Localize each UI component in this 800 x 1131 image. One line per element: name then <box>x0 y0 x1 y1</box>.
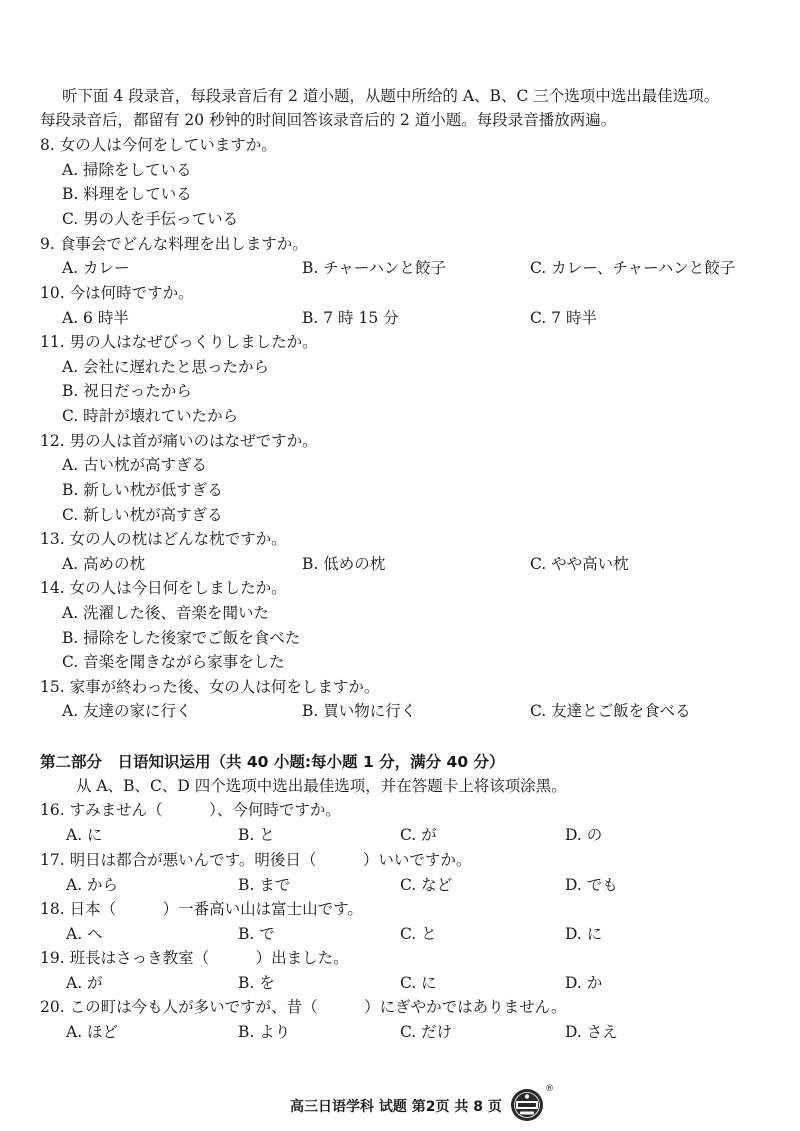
option-18c: C. と <box>400 925 437 943</box>
option-19b: B. を <box>238 974 275 992</box>
option-15b: B. 買い物に行く <box>302 702 417 720</box>
question-19: 19. 班長はさっき教室（ ）出ました。 <box>40 949 349 967</box>
question-8: 8. 女の人は今何をしていますか。 <box>40 136 277 154</box>
option-12b: B. 新しい枕が低すぎる <box>62 481 223 499</box>
option-17d: D. でも <box>565 876 618 894</box>
option-19c: C. に <box>400 974 437 992</box>
option-18b: B. で <box>238 925 275 943</box>
question-13: 13. 女の人の枕はどんな枕ですか。 <box>40 530 287 548</box>
question-15: 15. 家事が終わった後、女の人は何をしますか。 <box>40 678 380 696</box>
option-18d: D. に <box>565 925 603 943</box>
option-10b: B. 7 時 15 分 <box>302 309 399 327</box>
option-11c: C. 時計が壊れていたから <box>62 407 239 425</box>
question-20: 20. この町は今も人が多いですが、昔（ ）にぎやかではありません。 <box>40 998 567 1016</box>
option-16c: C. が <box>400 826 437 844</box>
option-16b: B. と <box>238 826 275 844</box>
option-20d: D. さえ <box>565 1023 618 1041</box>
option-11a: A. 会社に遅れたと思ったから <box>62 358 270 376</box>
option-14a: A. 洗濯した後、音楽を聞いた <box>62 604 270 622</box>
option-9b: B. チャーハンと餃子 <box>302 259 447 277</box>
option-10c: C. 7 時半 <box>530 309 597 327</box>
option-10a: A. 6 時半 <box>62 309 129 327</box>
option-16d: D. の <box>565 826 603 844</box>
option-13a: A. 高めの枕 <box>62 555 146 573</box>
option-12c: C. 新しい枕が高すぎる <box>62 506 223 524</box>
option-14b: B. 掃除をした後家でご飯を食べた <box>62 629 301 647</box>
option-19a: A. が <box>66 974 103 992</box>
option-12a: A. 古い枕が高すぎる <box>62 456 208 474</box>
question-17: 17. 明日は都合が悪いんです。明後日（ ）いいですか。 <box>40 851 472 869</box>
publisher-seal-icon <box>510 1088 544 1122</box>
option-15c: C. 友達とご飯を食べる <box>530 702 691 720</box>
question-14: 14. 女の人は今日何をしましたか。 <box>40 579 287 597</box>
option-16a: A. に <box>66 826 103 844</box>
option-17a: A. から <box>66 876 119 894</box>
option-20c: C. だけ <box>400 1023 453 1041</box>
registered-mark: ® <box>545 1084 554 1094</box>
option-11b: B. 祝日だったから <box>62 382 192 400</box>
question-18: 18. 日本（ ）一番高い山は富士山です。 <box>40 900 363 918</box>
section-2-title: 第二部分 日语知识运用（共 40 小题:每小题 1 分，满分 40 分） <box>40 753 505 771</box>
option-8c: C. 男の人を手伝っている <box>62 210 239 228</box>
option-19d: D. か <box>565 974 603 992</box>
option-17b: B. まで <box>238 876 291 894</box>
option-18a: A. へ <box>66 925 103 943</box>
question-9: 9. 食事会でどんな料理を出しますか。 <box>40 235 308 253</box>
option-17c: C. など <box>400 876 453 894</box>
page-footer: 高三日语学科 试题 第2页 共 8 页 <box>290 1099 502 1115</box>
option-15a: A. 友達の家に行く <box>62 702 192 720</box>
instruction-line-1: 听下面 4 段录音，每段录音后有 2 道小题，从题中所给的 A、B、C 三个选项中选出最佳选项。 <box>62 87 720 105</box>
option-13b: B. 低めの枕 <box>302 555 386 573</box>
question-11: 11. 男の人はなぜびっくりしましたか。 <box>40 333 318 351</box>
option-20b: B. より <box>238 1023 291 1041</box>
option-8b: B. 料理をしている <box>62 185 192 203</box>
option-9a: A. カレー <box>62 259 130 277</box>
question-12: 12. 男の人は首が痛いのはなぜですか。 <box>40 432 318 450</box>
question-10: 10. 今は何時ですか。 <box>40 284 194 302</box>
option-14c: C. 音楽を聞きながら家事をした <box>62 653 285 671</box>
option-8a: A. 掃除をしている <box>62 161 192 179</box>
option-9c: C. カレー、チャーハンと餃子 <box>530 259 736 277</box>
option-13c: C. やや高い枕 <box>530 555 629 573</box>
option-20a: A. ほど <box>66 1023 119 1041</box>
section-2-instruction: 从 A、B、C、D 四个选项中选出最佳选项，并在答题卡上将该项涂黑。 <box>76 777 567 795</box>
instruction-line-2: 每段录音后，都留有 20 秒钟的时间回答该录音后的 2 道小题。每段录音播放两遍。 <box>40 111 617 129</box>
question-16: 16. すみません（ ）、今何時ですか。 <box>40 801 341 819</box>
